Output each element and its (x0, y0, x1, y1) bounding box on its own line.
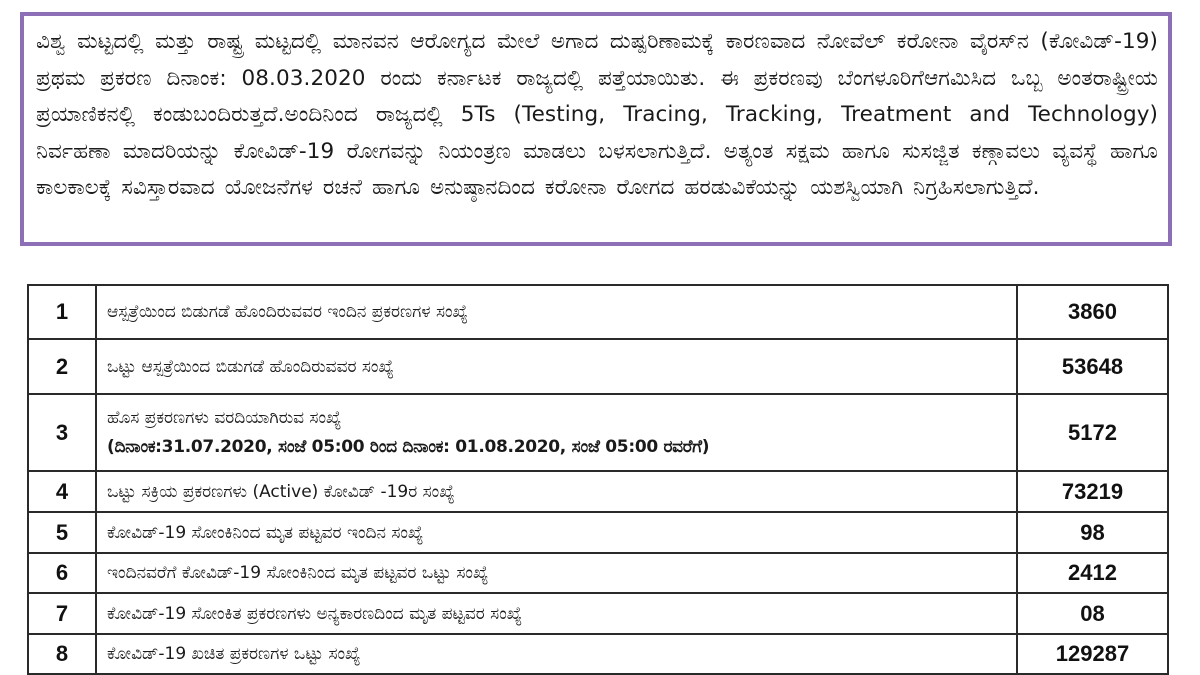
row-description (96, 634, 1017, 674)
row-number: 7 (28, 593, 96, 634)
row-value: 98 (1017, 512, 1168, 553)
row-number: 1 (28, 285, 96, 339)
row-value: 08 (1017, 593, 1168, 634)
row-description (96, 553, 1017, 593)
row-description-text: ಕೋವಿಡ್-19 ಖಚಿತ ಪ್ರಕರಣಗಳ ಒಟ್ಟು ಸಂಖ್ಯೆ (107, 644, 361, 664)
table-row (28, 553, 1168, 593)
row-description-text: ಇಂದಿನವರೆಗೆ ಕೋವಿಡ್-19 ಸೋಂಕಿನಿಂದ ಮೃತ ಪಟ್ಟವರ ಒಟ್ಟು ಸಂಖ್ಯೆ (107, 563, 489, 583)
table-row (28, 394, 1168, 471)
row-number: 2 (28, 339, 96, 394)
table-row (28, 471, 1168, 512)
row-description (96, 339, 1017, 394)
row-number: 3 (28, 394, 96, 471)
row-number: 6 (28, 553, 96, 593)
row-description-text: ಕೋವಿಡ್-19 ಸೋಂಕಿನಿಂದ ಮೃತ ಪಟ್ಟವರ ಇಂದಿನ ಸಂಖ್ಯೆ (107, 522, 424, 543)
row-description-text: ಒಟ್ಟು ಆಸ್ಪತ್ರೆಯಿಂದ ಬಿಡುಗಡೆ ಹೊಂದಿರುವವರ ಸಂಖ್ಯೆ (107, 356, 394, 377)
table-row (28, 339, 1168, 394)
row-description-text: ಹೊಸ ಪ್ರಕರಣಗಳು ವರದಿಯಾಗಿರುವ ಸಂಖ್ಯೆ (107, 407, 342, 428)
row-value: 5172 (1017, 394, 1168, 471)
row-description (96, 593, 1017, 634)
row-value: 2412 (1017, 553, 1168, 593)
row-description (96, 512, 1017, 553)
row-description-text: ಒಟ್ಟು ಸಕ್ರಿಯ ಪ್ರಕರಣಗಳು (Active) ಕೋವಿಡ್ -19ರ ಸಂಖ್ಯೆ (107, 481, 455, 502)
row-number: 4 (28, 471, 96, 512)
table-row (28, 593, 1168, 634)
table-row (28, 512, 1168, 553)
table-row (28, 634, 1168, 674)
row-description (96, 471, 1017, 512)
intro-paragraph: ವಿಶ್ವ ಮಟ್ಟದಲ್ಲಿ ಮತ್ತು ರಾಷ್ಟ್ರ ಮಟ್ಟದಲ್ಲಿ ಮಾನವನ ಆರೋಗ್ಯದ ಮೇಲೆ ಅಗಾದ ದುಷ್ಪರಿಣಾಮಕ್ಕೆ ಕಾರಣವಾದ ನೋವೆಲ್ ಕರೋನಾ ವೈರಸ್‌ನ (ಕೋವಿಡ್-19) ಪ್ರಥಮ ಪ್ರಕರಣ ದಿನಾಂಕ: 08.03.2020 ರಂದು ಕರ್ನಾಟಕ ರಾಜ್ಯದಲ್ಲಿ ಪತ್ತೆಯಾಯಿತು. ಈ ಪ್ರಕರಣವು ಬೆಂಗಳೂರಿಗೆಆಗಮಿಸಿದ ಒಬ್ಬ ಅಂತರಾಷ್ಟ್ರೀಯ ಪ್ರಯಾಣಿಕನಲ್ಲಿ ಕಂಡುಬಂದಿರುತ್ತದೆ.ಅಂದಿನಿಂದ ರಾಜ್ಯದಲ್ಲಿ 5Ts (Testing, Tracing, Tracking, Treatment and Technology) ನಿರ್ವಹಣಾ ಮಾದರಿಯನ್ನು ಕೋವಿಡ್-19 ರೋಗವನ್ನು ನಿಯಂತ್ರಣ ಮಾಡಲು ಬಳಸಲಾಗುತ್ತಿದೆ. ಅತ್ಯಂತ ಸಕ್ಷಮ ಹಾಗೂ ಸುಸಜ್ಜಿತ ಕಣ್ಗಾವಲು ವ್ಯವಸ್ಥೆ ಹಾಗೂ ಕಾಲಕಾಲಕ್ಕೆ ಸವಿಸ್ತಾರವಾದ ಯೋಜನೆಗಳ ರಚನೆ ಹಾಗೂ ಅನುಷ್ಠಾನದಿಂದ ಕರೋನಾ ರೋಗದ ಹರಡುವಿಕೆಯನ್ನು ಯಶಸ್ವಿಯಾಗಿ ನಿಗ್ರಹಿಸಲಾಗುತ್ತಿದೆ. (36, 29, 1158, 200)
row-description-text: ಆಸ್ಪತ್ರೆಯಿಂದ ಬಿಡುಗಡೆ ಹೊಂದಿರುವವರ ಇಂದಿನ ಪ್ರಕರಣಗಳ ಸಂಖ್ಯೆ (107, 302, 468, 322)
row-description (96, 285, 1017, 339)
intro-box (20, 12, 1172, 246)
row-description-text: ಕೋವಿಡ್-19 ಸೋಂಕಿತ ಪ್ರಕರಣಗಳು ಅನ್ಯಕಾರಣದಿಂದ ಮೃತ ಪಟ್ಟವರ ಸಂಖ್ಯೆ (107, 603, 523, 624)
table-row (28, 285, 1168, 339)
row-value: 129287 (1017, 634, 1168, 674)
row-value: 53648 (1017, 339, 1168, 394)
row-description-date-range: (ದಿನಾಂಕ:31.07.2020, ಸಂಜೆ 05:00 ರಿಂದ ದಿನಾಂಕ: 01.08.2020, ಸಂಜೆ 05:00 ರವರೆಗೆ) (107, 436, 710, 457)
row-value: 3860 (1017, 285, 1168, 339)
row-number: 5 (28, 512, 96, 553)
row-description (96, 394, 1017, 471)
covid-stats-table (27, 284, 1169, 675)
row-value: 73219 (1017, 471, 1168, 512)
row-number: 8 (28, 634, 96, 674)
